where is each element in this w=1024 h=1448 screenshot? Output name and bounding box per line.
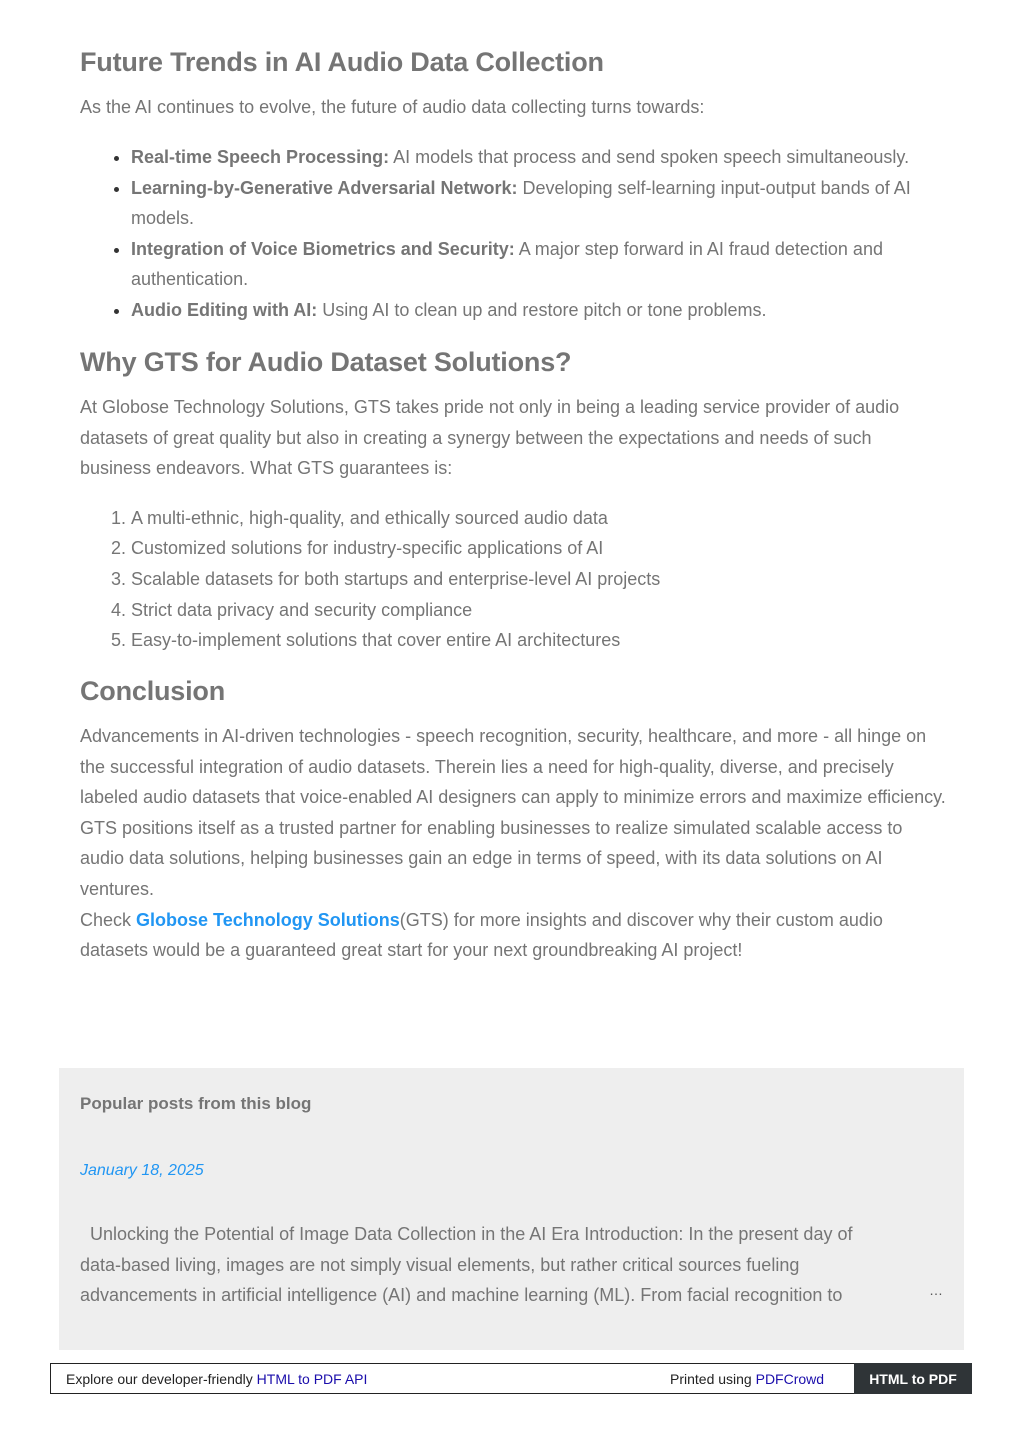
- why-intro: At Globose Technology Solutions, GTS takes pride not only in being a leading service provider of audio datasets of great quality but also in creating a synergy between the expectations and needs of such business endeavors. What GTS guarantees is:: [80, 396, 900, 479]
- trends-list: [80, 142, 946, 326]
- pdf-footer-bar: [50, 1363, 972, 1394]
- item-desc: Developing self-learning input-output bands of AI models.: [131, 177, 911, 229]
- item-desc: A major step forward in AI fraud detection and authentication.: [131, 238, 883, 290]
- footer-printed-using: [670, 1371, 824, 1387]
- list-item: [131, 234, 946, 295]
- post-snippet[interactable]: [80, 1219, 898, 1311]
- heading-conclusion: Conclusion: [80, 675, 225, 706]
- list-item: 5. Easy-to-implement solutions that cover entire AI architectures: [131, 625, 946, 656]
- footer-left-text: Explore our developer-friendly: [66, 1371, 257, 1387]
- item-term: Real-time Speech Processing:: [131, 146, 390, 167]
- guarantees-list: [80, 503, 946, 656]
- list-item: 1. A multi-ethnic, high-quality, and ethically sourced audio data: [131, 503, 946, 534]
- item-term: Audio Editing with AI:: [131, 299, 318, 320]
- item-term: Integration of Voice Biometrics and Security:: [131, 238, 515, 259]
- list-item: [131, 173, 946, 234]
- popular-posts-heading: Popular posts from this blog: [80, 1094, 312, 1113]
- conclusion-text: Advancements in AI-driven technologies - speech recognition, security, healthcare, and more - all hinge on the successful integration of audio datasets. Therein lies a need for high-quality, diverse, and precisely labeled audio datasets that voice-enabled AI designers can apply to minimize errors and maximize efficiency. GTS positions itself as a trusted partner for enabling businesses to realize simulated scalable access to audio data solutions, helping businesses gain an edge in terms of speed, with its data solutions on AI ventures.: [80, 726, 946, 900]
- footer-promo: [66, 1371, 367, 1387]
- gts-link[interactable]: Globose Technology Solutions: [136, 909, 400, 930]
- popular-posts-panel: [59, 1068, 964, 1350]
- item-desc: Using AI to clean up and restore pitch or tone problems.: [317, 299, 767, 320]
- list-item: 2. Customized solutions for industry-specific applications of AI: [131, 533, 946, 564]
- html-to-pdf-api-link[interactable]: HTML to PDF API: [256, 1371, 368, 1387]
- list-item: 3. Scalable datasets for both startups and enterprise-level AI projects: [131, 564, 946, 595]
- heading-why-gts: Why GTS for Audio Dataset Solutions?: [80, 346, 572, 377]
- conclusion-body: [80, 721, 946, 966]
- heading-future-trends: Future Trends in AI Audio Data Collection: [80, 47, 604, 77]
- list-item: [131, 142, 946, 173]
- pdfcrowd-link[interactable]: PDFCrowd: [755, 1371, 825, 1387]
- snippet-fade: [849, 1280, 919, 1310]
- post-date-link[interactable]: January 18, 2025: [80, 1162, 204, 1179]
- item-desc: AI models that process and send spoken speech simultaneously.: [389, 146, 910, 167]
- trends-intro: As the AI continues to evolve, the future of audio data collecting turns towards:: [80, 97, 705, 118]
- footer-mid-text: Printed using: [670, 1371, 756, 1387]
- html-to-pdf-button[interactable]: HTML to PDF: [854, 1363, 972, 1394]
- post-snippet-text: Unlocking the Potential of Image Data Collection in the AI Era Introduction: In the present day of data-based living, images are not simply visual elements, but rather critical sources fueling advancements in artificial intelligence (AI) and machine learning (ML). From facial recognition to: [80, 1224, 853, 1306]
- check-suffix: (GTS) for more insights and discover why their custom audio datasets would be a guaranteed great start for your next groundbreaking AI project!: [80, 909, 883, 961]
- list-item: 4. Strict data privacy and security compliance: [131, 595, 946, 626]
- check-prefix: Check: [80, 909, 137, 930]
- read-more-ellipsis[interactable]: …: [929, 1282, 943, 1298]
- article-body: [80, 40, 946, 966]
- list-item: [131, 295, 946, 326]
- item-term: Learning-by-Generative Adversarial Network:: [131, 177, 518, 198]
